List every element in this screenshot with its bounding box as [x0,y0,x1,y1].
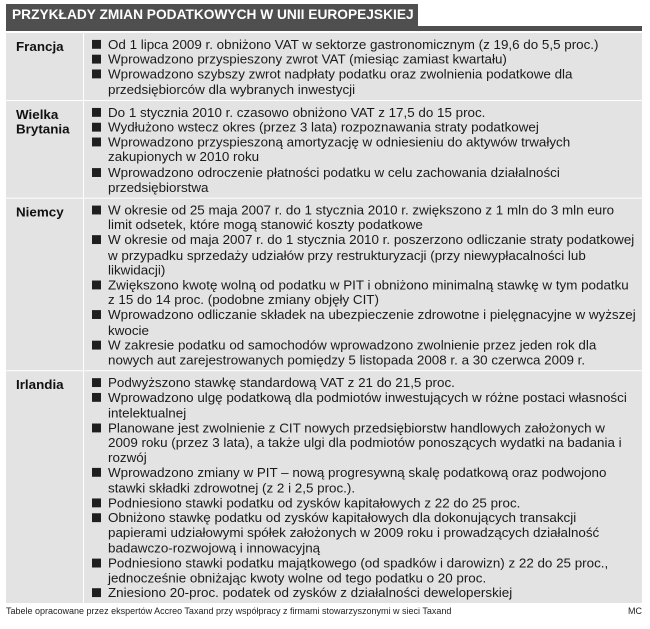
list-item [92,390,638,420]
list-item-text: W okresie od maja 2007 r. do 1 stycznia 2010 r. poszerzono odliczanie straty podatkowej w przypadku sprzedaży udziałów przy restrukturyzacji (przy niewypłacalności lub likwidacji) [108,232,635,278]
square-bullet-icon [92,341,101,350]
table-row [6,33,642,101]
square-bullet-icon [92,311,101,320]
table-row [6,199,642,372]
list-item [92,52,638,67]
change-list [84,33,642,100]
square-bullet-icon [92,55,101,64]
list-item [92,203,638,233]
country-name [6,372,84,604]
table-row [6,372,642,604]
country-name-part: Brytania [16,121,70,137]
square-bullet-icon [92,393,101,402]
list-item [92,420,638,465]
list-item-text: Zwiększono kwotę wolną od podatku w PIT i obniżono minimalną stawkę w tym podatku z 15 do 14 proc. (podobne zmiany objęły CIT) [108,277,629,308]
change-list [84,372,642,604]
list-item-text: Wprowadzono przyspieszoną amortyzację w odniesieniu do aktywów trwałych zakupionych w 2010 roku [108,134,571,165]
change-list [84,101,642,198]
square-bullet-icon [92,236,101,245]
list-item [92,308,638,338]
square-bullet-icon [92,513,101,522]
change-list [84,199,642,371]
list-item [92,37,638,52]
list-item [92,105,638,120]
square-bullet-icon [92,378,101,387]
square-bullet-icon [92,498,101,507]
list-item-text: Planowane jest zwolnienie z CIT nowych przedsiębiorstw handlowych założonych w 2009 roku (przez 3 lata), a także ulgi dla podmiotów ponoszących wydatki na badania i rozwój [108,420,622,466]
country-name [6,33,84,100]
list-item-text: W okresie od 25 maja 2007 r. do 1 stycznia 2010 r. zwiększono z 1 mln do 3 mln euro limit odsetek, które mogą stanowić koszty podatkowe [108,202,615,233]
list-item-text: Podniesiono stawki podatku majątkowego (od spadków i darowizn) z 22 do 25 proc., jednocześnie obniżając kwoty wolne od tego podatku o 20 proc. [108,555,609,586]
square-bullet-icon [92,468,101,477]
square-bullet-icon [92,70,101,79]
country-name [6,101,84,198]
square-bullet-icon [92,206,101,215]
list-item-text: Wprowadzono zmiany w PIT – nową progresywną skalę podatkową oraz podwojono stawki składki zdrowotnej (z 2 i 2,5 proc.). [108,465,607,496]
square-bullet-icon [92,281,101,290]
list-item [92,278,638,308]
list-item [92,67,638,97]
country-name-part: Niemcy [16,204,64,220]
list-item [92,585,638,600]
list-item-text: W zakresie podatku od samochodów wprowadzono zwolnienie przez jeden rok dla nowych aut zarejestrowanych pomiędzy 5 listopada 2008 r. a 30 czerwca 2009 r. [108,337,597,368]
list-item-text: Od 1 lipca 2009 r. obniżono VAT w sektorze gastronomicznym (z 19,6 do 5,5 proc.) [108,36,599,52]
list-item [92,375,638,390]
country-name-part: Francja [16,38,64,54]
list-item [92,555,638,585]
page-title: PRZYKŁADY ZMIAN PODATKOWYCH W UNII EUROPEJSKIEJ [6,4,418,26]
square-bullet-icon [92,558,101,567]
list-item [92,338,638,368]
list-item-text: Obniżono stawkę podatku od zysków kapitałowych dla dokonujących transakcji papierami udziałowymi spółek założonych w 2009 roku i prowadzących działalność badawczo-rozwojową i innowacyjną [108,510,600,556]
list-item-text: Zniesiono 20-proc. podatek od zysków z działalności deweloperskiej [108,585,513,601]
square-bullet-icon [92,423,101,432]
list-item [92,495,638,510]
list-item-text: Wydłużono wstecz okres (przez 3 lata) rozpoznawania straty podatkowej [108,119,539,135]
list-item-text: Podniesiono stawki podatku od zysków kapitałowych z 22 do 25 proc. [108,495,521,511]
list-item-text: Do 1 stycznia 2010 r. czasowo obniżono VAT z 17,5 do 15 proc. [108,104,486,120]
footer-source: Tabele opracowane przez ekspertów Accreo Taxand przy współpracy z firmami stowarzyszonymi w sieci Taxand [6,606,452,616]
list-item [92,135,638,165]
country-name-part: Wielka [16,106,59,122]
square-bullet-icon [92,123,101,132]
square-bullet-icon [92,108,101,117]
list-item [92,510,638,555]
square-bullet-icon [92,40,101,49]
list-item-text: Wprowadzono ulgę podatkową dla podmiotów inwestujących w różne postaci własności intelektualnej [108,390,627,421]
title-rule [6,26,642,31]
list-item-text: Wprowadzono odliczanie składek na ubezpieczenie zdrowotne i pielęgnacyjne w wyższej kwocie [108,307,636,338]
country-name-part: Irlandia [16,377,64,393]
list-item [92,165,638,195]
list-item-text: Podwyższono stawkę standardową VAT z 21 do 21,5 proc. [108,375,455,391]
square-bullet-icon [92,168,101,177]
list-item [92,465,638,495]
square-bullet-icon [92,588,101,597]
list-item-text: Wprowadzono przyspieszony zwrot VAT (miesiąc zamiast kwartału) [108,51,507,67]
list-item-text: Wprowadzono odroczenie płatności podatku w celu zachowania działalności przedsiębiorstwa [108,164,560,195]
list-item-text: Wprowadzono szybszy zwrot nadpłaty podatku oraz zwolnienia podatkowe dla przedsiębiorców dla wybranych inwestycji [108,66,573,97]
list-item [92,233,638,278]
footer [6,606,642,616]
square-bullet-icon [92,138,101,147]
table-row [6,101,642,199]
country-name [6,199,84,371]
tax-changes-table [6,33,642,603]
list-item [92,120,638,135]
footer-credit: MC [628,606,642,616]
